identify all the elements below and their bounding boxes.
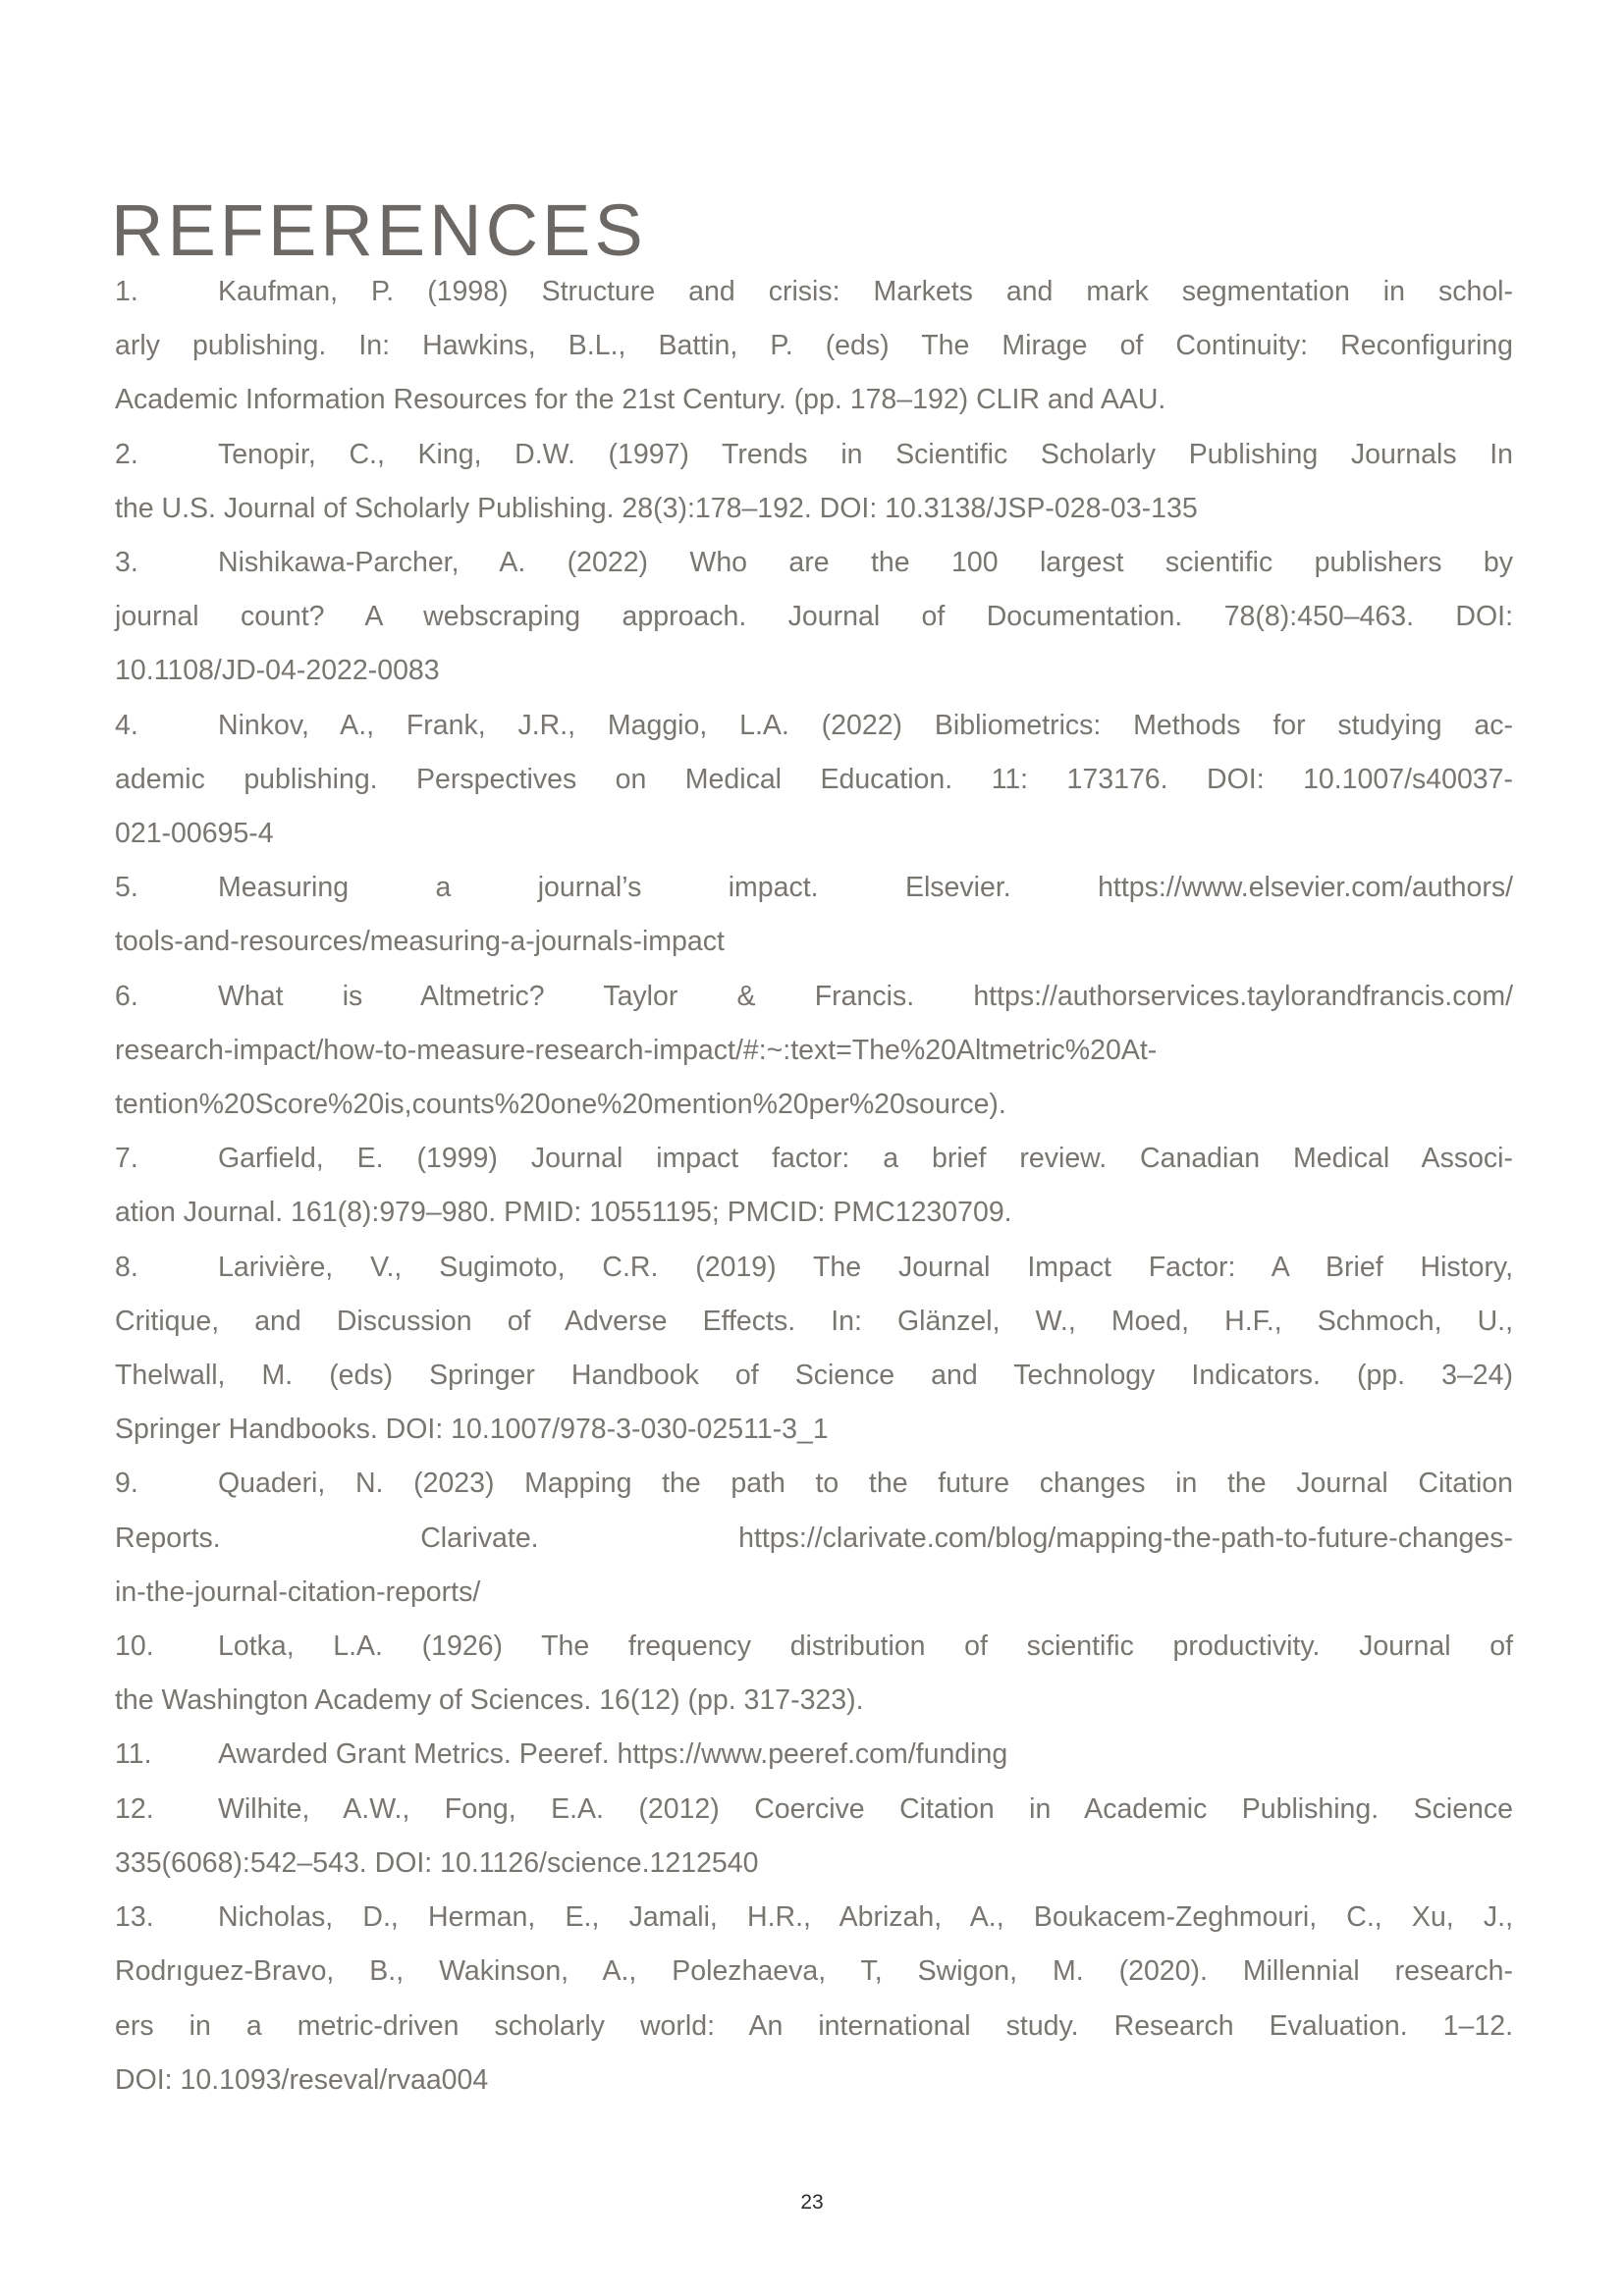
reference-text: Nicholas, D., Herman, E., Jamali, H.R., Abrizah, A., Boukacem-Zeghmouri, C., Xu, J., [218, 1901, 1513, 1934]
reference-item-1 [115, 265, 1513, 428]
reference-text: Tenopir, C., King, D.W. (1997) Trends in Scientific Scholarly Publishing Journals In [218, 438, 1513, 470]
reference-line [115, 699, 1513, 753]
reference-line: 335(6068):542–543. DOI: 10.1126/science.1212540 [115, 1846, 759, 1879]
reference-text: What is Altmetric? Taylor & Francis. https://authorservices.taylorandfrancis.com/ [218, 980, 1513, 1012]
reference-text: Nishikawa-Parcher, A. (2022) Who are the 100 largest scientific publishers by [218, 547, 1513, 579]
reference-line: 10.1108/JD-04-2022-0083 [115, 655, 440, 687]
reference-line [115, 1132, 1513, 1186]
reference-number: 6. [115, 980, 138, 1012]
reference-line: Rodrıguez-Bravo, B., Wakinson, A., Polezhaeva, T, Swigon, M. (2020). Millennial research- [115, 1955, 1513, 1988]
reference-line [115, 970, 1513, 1024]
reference-line: journal count? A webscraping approach. Journal of Documentation. 78(8):450–463. DOI: [115, 601, 1513, 633]
reference-text: Wilhite, A.W., Fong, E.A. (2012) Coercive Citation in Academic Publishing. Science [218, 1792, 1513, 1825]
references-list [115, 265, 1513, 2108]
reference-item-6 [115, 970, 1513, 1133]
reference-line: Springer Handbooks. DOI: 10.1007/978-3-030-02511-3_1 [115, 1414, 829, 1446]
reference-line: tools-and-resources/measuring-a-journals-impact [115, 926, 725, 958]
reference-line [115, 1457, 1513, 1511]
reference-item-12 [115, 1783, 1513, 1891]
reference-line: Critique, and Discussion of Adverse Effects. In: Glänzel, W., Moed, H.F., Schmoch, U., [115, 1305, 1513, 1337]
reference-item-3 [115, 536, 1513, 699]
reference-item-9 [115, 1457, 1513, 1620]
reference-item-7 [115, 1132, 1513, 1240]
reference-text: Ninkov, A., Frank, J.R., Maggio, L.A. (2022) Bibliometrics: Methods for studying ac- [218, 709, 1513, 741]
reference-item-5 [115, 861, 1513, 969]
reference-line [115, 1728, 1513, 1782]
reference-line: Reports. Clarivate. https://clarivate.com/blog/mapping-the-path-to-future-changes- [115, 1522, 1513, 1554]
reference-number: 8. [115, 1251, 138, 1283]
reference-text: Garfield, E. (1999) Journal impact factor: a brief review. Canadian Medical Associ- [218, 1143, 1513, 1175]
reference-line: tention%20Score%20is,counts%20one%20mention%20per%20source). [115, 1089, 1006, 1121]
reference-line: ademic publishing. Perspectives on Medical Education. 11: 173176. DOI: 10.1007/s40037- [115, 763, 1513, 795]
reference-line [115, 1891, 1513, 1945]
reference-line: 021-00695-4 [115, 818, 274, 850]
reference-line: Thelwall, M. (eds) Springer Handbook of Science and Technology Indicators. (pp. 3–24) [115, 1360, 1513, 1392]
reference-number: 1. [115, 276, 138, 307]
reference-text: Lotka, L.A. (1926) The frequency distribution of scientific productivity. Journal of [218, 1630, 1513, 1663]
reference-text: Quaderi, N. (2023) Mapping the path to the future changes in the Journal Citation [218, 1468, 1513, 1500]
reference-number: 7. [115, 1143, 138, 1175]
reference-line [115, 1783, 1513, 1837]
reference-item-8 [115, 1241, 1513, 1458]
reference-text: Kaufman, P. (1998) Structure and crisis: Markets and mark segmentation in schol- [218, 276, 1513, 307]
reference-line: ation Journal. 161(8):979–980. PMID: 10551195; PMCID: PMC1230709. [115, 1197, 1012, 1229]
reference-line: the U.S. Journal of Scholarly Publishing. 28(3):178–192. DOI: 10.3138/JSP-028-03-135 [115, 492, 1198, 524]
reference-number: 3. [115, 547, 138, 579]
reference-line [115, 265, 1513, 319]
reference-line [115, 428, 1513, 482]
reference-line: Academic Information Resources for the 21st Century. (pp. 178–192) CLIR and AAU. [115, 384, 1166, 416]
reference-number: 9. [115, 1468, 138, 1500]
reference-line: arly publishing. In: Hawkins, B.L., Battin, P. (eds) The Mirage of Continuity: Reconfiguring [115, 330, 1513, 362]
page-number: 23 [800, 2191, 824, 2214]
reference-number: 13. [115, 1901, 154, 1934]
reference-line: DOI: 10.1093/reseval/rvaa004 [115, 2063, 489, 2096]
reference-number: 12. [115, 1792, 154, 1825]
reference-text: Larivière, V., Sugimoto, C.R. (2019) The Journal Impact Factor: A Brief History, [218, 1251, 1513, 1283]
reference-line: the Washington Academy of Sciences. 16(12) (pp. 317-323). [115, 1684, 864, 1717]
reference-item-11 [115, 1728, 1513, 1782]
reference-line [115, 1241, 1513, 1295]
reference-line: ers in a metric-driven scholarly world: An international study. Research Evaluation. 1–12. [115, 2009, 1513, 2042]
reference-number: 5. [115, 872, 138, 904]
reference-text: Measuring a journal’s impact. Elsevier. https://www.elsevier.com/authors/ [218, 872, 1513, 904]
reference-item-13 [115, 1891, 1513, 2108]
reference-line [115, 1620, 1513, 1674]
reference-item-2 [115, 428, 1513, 536]
reference-text: Awarded Grant Metrics. Peeref. https://www.peeref.com/funding [218, 1738, 1008, 1771]
reference-item-4 [115, 699, 1513, 862]
reference-item-10 [115, 1620, 1513, 1728]
reference-line: research-impact/how-to-measure-research-impact/#:~:text=The%20Altmetric%20At- [115, 1034, 1158, 1066]
page-title: REFERENCES [111, 189, 647, 271]
reference-number: 11. [115, 1738, 152, 1771]
reference-number: 4. [115, 709, 138, 741]
reference-number: 2. [115, 438, 138, 470]
reference-number: 10. [115, 1630, 154, 1663]
reference-line: in-the-journal-citation-reports/ [115, 1575, 481, 1608]
reference-line [115, 861, 1513, 915]
reference-line [115, 536, 1513, 590]
